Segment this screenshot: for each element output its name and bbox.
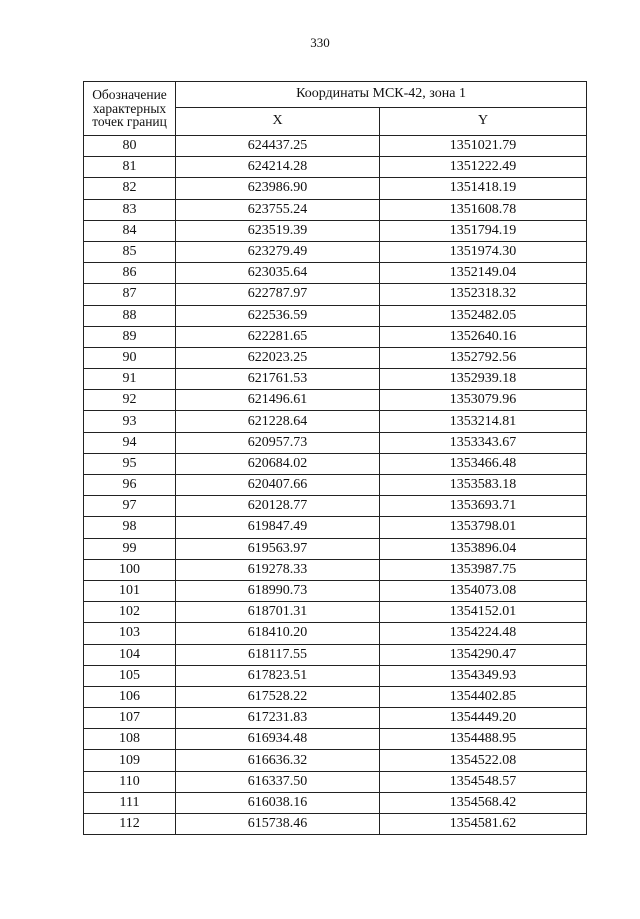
x-coordinate-cell: 617823.51 xyxy=(176,665,380,686)
point-number-cell: 80 xyxy=(84,136,176,157)
table-row xyxy=(84,284,587,305)
point-number-cell: 91 xyxy=(84,369,176,390)
table-body xyxy=(84,136,587,835)
y-coordinate-cell: 1354522.08 xyxy=(380,750,587,771)
point-number-cell: 106 xyxy=(84,686,176,707)
y-coordinate-cell: 1351222.49 xyxy=(380,157,587,178)
table-row xyxy=(84,729,587,750)
table-row xyxy=(84,814,587,835)
y-coordinate-cell: 1353466.48 xyxy=(380,453,587,474)
table-row xyxy=(84,750,587,771)
point-number-cell: 89 xyxy=(84,326,176,347)
x-coordinate-cell: 624214.28 xyxy=(176,157,380,178)
x-coordinate-cell: 623035.64 xyxy=(176,263,380,284)
table-row xyxy=(84,432,587,453)
y-coordinate-cell: 1352640.16 xyxy=(380,326,587,347)
x-coordinate-cell: 619847.49 xyxy=(176,517,380,538)
table-row xyxy=(84,496,587,517)
point-number-cell: 112 xyxy=(84,814,176,835)
x-coordinate-cell: 618117.55 xyxy=(176,644,380,665)
y-coordinate-cell: 1353343.67 xyxy=(380,432,587,453)
x-coordinate-cell: 616038.16 xyxy=(176,792,380,813)
y-coordinate-cell: 1351974.30 xyxy=(380,241,587,262)
table-row xyxy=(84,475,587,496)
x-coordinate-cell: 619278.33 xyxy=(176,559,380,580)
point-number-cell: 84 xyxy=(84,220,176,241)
point-number-cell: 98 xyxy=(84,517,176,538)
table-row xyxy=(84,369,587,390)
x-coordinate-cell: 616636.32 xyxy=(176,750,380,771)
point-number-cell: 111 xyxy=(84,792,176,813)
table-row xyxy=(84,771,587,792)
x-coordinate-cell: 623519.39 xyxy=(176,220,380,241)
point-number-cell: 105 xyxy=(84,665,176,686)
x-coordinate-cell: 618701.31 xyxy=(176,602,380,623)
point-number-cell: 102 xyxy=(84,602,176,623)
point-number-cell: 99 xyxy=(84,538,176,559)
table-row xyxy=(84,157,587,178)
y-coordinate-cell: 1352318.32 xyxy=(380,284,587,305)
point-number-cell: 104 xyxy=(84,644,176,665)
point-number-cell: 95 xyxy=(84,453,176,474)
x-coordinate-cell: 620684.02 xyxy=(176,453,380,474)
point-number-cell: 103 xyxy=(84,623,176,644)
y-coordinate-cell: 1352792.56 xyxy=(380,347,587,368)
x-coordinate-cell: 618410.20 xyxy=(176,623,380,644)
table-row xyxy=(84,453,587,474)
table-row xyxy=(84,580,587,601)
y-coordinate-cell: 1353896.04 xyxy=(380,538,587,559)
point-number-cell: 85 xyxy=(84,241,176,262)
table-row xyxy=(84,708,587,729)
y-coordinate-cell: 1354581.62 xyxy=(380,814,587,835)
x-coordinate-cell: 620128.77 xyxy=(176,496,380,517)
y-coordinate-cell: 1353079.96 xyxy=(380,390,587,411)
table-row xyxy=(84,411,587,432)
coordinates-table xyxy=(83,81,587,835)
x-coordinate-cell: 622281.65 xyxy=(176,326,380,347)
table-row xyxy=(84,347,587,368)
y-coordinate-cell: 1354290.47 xyxy=(380,644,587,665)
coordinates-header: Координаты МСК-42, зона 1 xyxy=(176,82,587,108)
header-row-group xyxy=(84,82,587,108)
x-coordinate-cell: 623755.24 xyxy=(176,199,380,220)
point-number-cell: 92 xyxy=(84,390,176,411)
table-header xyxy=(84,82,587,136)
x-coordinate-cell: 623279.49 xyxy=(176,241,380,262)
y-coordinate-cell: 1354073.08 xyxy=(380,580,587,601)
y-coordinate-cell: 1351794.19 xyxy=(380,220,587,241)
y-coordinate-cell: 1354548.57 xyxy=(380,771,587,792)
point-header-line: Обозначение xyxy=(92,87,167,103)
table-row xyxy=(84,644,587,665)
table-row xyxy=(84,241,587,262)
point-header-line: характерных xyxy=(92,100,167,116)
point-number-cell: 100 xyxy=(84,559,176,580)
table-row xyxy=(84,559,587,580)
table-row xyxy=(84,220,587,241)
point-number-cell: 81 xyxy=(84,157,176,178)
y-coordinate-cell: 1351021.79 xyxy=(380,136,587,157)
table-row xyxy=(84,263,587,284)
y-coordinate-cell: 1354152.01 xyxy=(380,602,587,623)
y-coordinate-cell: 1354402.85 xyxy=(380,686,587,707)
point-number-cell: 107 xyxy=(84,708,176,729)
page-number: 330 xyxy=(310,35,330,50)
table-row xyxy=(84,623,587,644)
x-coordinate-cell: 618990.73 xyxy=(176,580,380,601)
y-coordinate-cell: 1353693.71 xyxy=(380,496,587,517)
point-designation-header xyxy=(84,82,176,136)
x-coordinate-cell: 624437.25 xyxy=(176,136,380,157)
x-coordinate-cell: 616337.50 xyxy=(176,771,380,792)
x-coordinate-cell: 621228.64 xyxy=(176,411,380,432)
x-column-header: X xyxy=(176,107,380,135)
y-coordinate-cell: 1353583.18 xyxy=(380,475,587,496)
point-number-cell: 108 xyxy=(84,729,176,750)
table-row xyxy=(84,517,587,538)
point-number-cell: 101 xyxy=(84,580,176,601)
y-coordinate-cell: 1354488.95 xyxy=(380,729,587,750)
x-coordinate-cell: 621761.53 xyxy=(176,369,380,390)
y-column-header: Y xyxy=(380,107,587,135)
point-number-cell: 86 xyxy=(84,263,176,284)
table-row xyxy=(84,178,587,199)
y-coordinate-cell: 1352939.18 xyxy=(380,369,587,390)
y-coordinate-cell: 1351608.78 xyxy=(380,199,587,220)
x-coordinate-cell: 617231.83 xyxy=(176,708,380,729)
y-coordinate-cell: 1354449.20 xyxy=(380,708,587,729)
point-number-cell: 110 xyxy=(84,771,176,792)
table-row xyxy=(84,602,587,623)
table-row xyxy=(84,390,587,411)
y-coordinate-cell: 1352149.04 xyxy=(380,263,587,284)
x-coordinate-cell: 622023.25 xyxy=(176,347,380,368)
y-coordinate-cell: 1351418.19 xyxy=(380,178,587,199)
y-coordinate-cell: 1353798.01 xyxy=(380,517,587,538)
x-coordinate-cell: 621496.61 xyxy=(176,390,380,411)
y-coordinate-cell: 1354224.48 xyxy=(380,623,587,644)
point-number-cell: 88 xyxy=(84,305,176,326)
x-coordinate-cell: 620957.73 xyxy=(176,432,380,453)
point-number-cell: 109 xyxy=(84,750,176,771)
y-coordinate-cell: 1354349.93 xyxy=(380,665,587,686)
y-coordinate-cell: 1354568.42 xyxy=(380,792,587,813)
point-number-cell: 90 xyxy=(84,347,176,368)
table-row xyxy=(84,305,587,326)
point-number-cell: 96 xyxy=(84,475,176,496)
table-row xyxy=(84,538,587,559)
x-coordinate-cell: 617528.22 xyxy=(176,686,380,707)
point-number-cell: 82 xyxy=(84,178,176,199)
y-coordinate-cell: 1353987.75 xyxy=(380,559,587,580)
x-coordinate-cell: 620407.66 xyxy=(176,475,380,496)
point-number-cell: 87 xyxy=(84,284,176,305)
table-row xyxy=(84,665,587,686)
y-coordinate-cell: 1352482.05 xyxy=(380,305,587,326)
x-coordinate-cell: 623986.90 xyxy=(176,178,380,199)
table-row xyxy=(84,199,587,220)
table-row xyxy=(84,326,587,347)
y-coordinate-cell: 1353214.81 xyxy=(380,411,587,432)
point-number-cell: 93 xyxy=(84,411,176,432)
table-row xyxy=(84,686,587,707)
x-coordinate-cell: 622536.59 xyxy=(176,305,380,326)
x-coordinate-cell: 622787.97 xyxy=(176,284,380,305)
point-number-cell: 97 xyxy=(84,496,176,517)
point-header-line: точек границ xyxy=(92,114,167,130)
table-row xyxy=(84,136,587,157)
table-row xyxy=(84,792,587,813)
x-coordinate-cell: 619563.97 xyxy=(176,538,380,559)
x-coordinate-cell: 616934.48 xyxy=(176,729,380,750)
point-number-cell: 83 xyxy=(84,199,176,220)
x-coordinate-cell: 615738.46 xyxy=(176,814,380,835)
point-number-cell: 94 xyxy=(84,432,176,453)
